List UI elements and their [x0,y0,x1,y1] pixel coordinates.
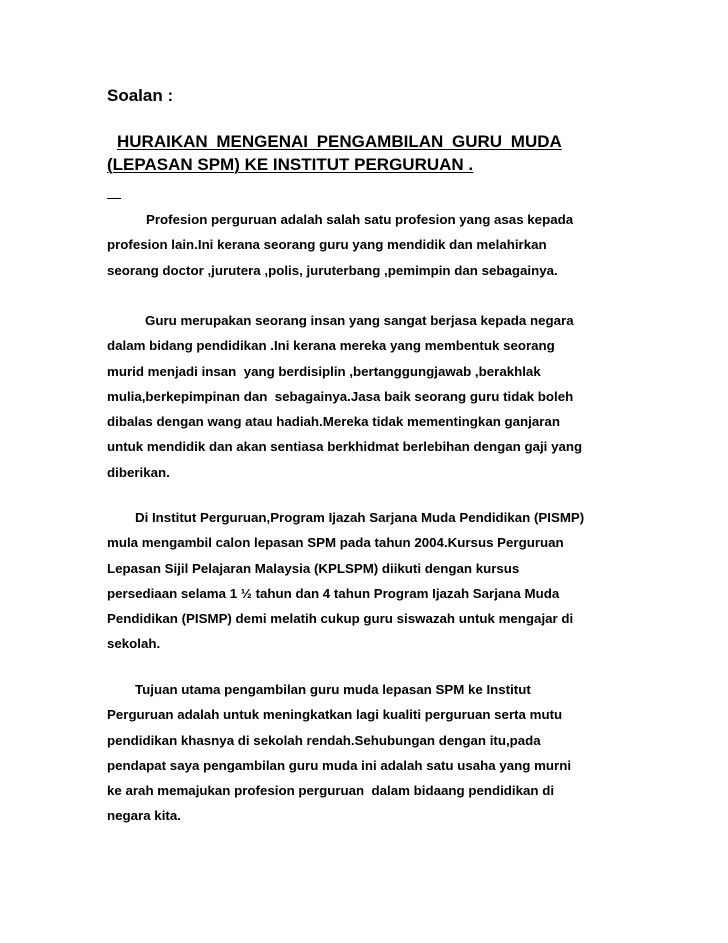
paragraph-line: Tujuan utama pengambilan guru muda lepasan SPM ke Institut [135,682,531,697]
paragraph-line: ke arah memajukan profesion perguruan dalam bidaang pendidikan di [107,783,555,799]
paragraph-line: profesion lain.Ini kerana seorang guru yang mendidik dan melahirkan [107,237,547,253]
essay-title [107,130,627,176]
paragraph-line: Guru merupakan seorang insan yang sangat berjasa kepada negara [145,313,574,328]
paragraph-line: Pendidikan (PISMP) demi melatih cukup guru siswazah untuk mengajar di [107,611,574,627]
essay-title-line-2: (LEPASAN SPM) KE INSTITUT PERGURUAN . [107,155,474,174]
paragraph-line: mula mengambil calon lepasan SPM pada tahun 2004.Kursus Perguruan [107,535,564,551]
paragraph-line: dalam bidang pendidikan .Ini kerana mereka yang membentuk seorang [107,338,555,354]
paragraph-line: Di Institut Perguruan,Program Ijazah Sarjana Muda Pendidikan (PISMP) [135,510,585,525]
paragraph-1 [107,207,621,283]
paragraph-line: negara kita. [107,808,181,824]
paragraph-line: pendapat saya pengambilan guru muda ini adalah satu usaha yang murni [107,757,572,773]
underline-mark [107,198,121,199]
question-label: Soalan : [107,86,174,105]
paragraph-line: pendidikan khasnya di sekolah rendah.Sehubungan dengan itu,pada [107,732,541,748]
paragraph-line: diberikan. [107,464,170,480]
paragraph-line: sekolah. [107,636,161,652]
paragraph-line: mulia,berkepimpinan dan sebagainya.Jasa baik seorang guru tidak boleh [107,388,574,404]
paragraph-line: murid menjadi insan yang berdisiplin ,bertanggungjawab ,berakhlak [107,363,541,379]
paragraph-line: seorang doctor ,jurutera ,polis, juruterbang ,pemimpin dan sebagainya. [107,262,558,278]
paragraph-3 [107,505,621,657]
paragraph-line: Profesion perguruan adalah salah satu profesion yang asas kepada [146,212,574,227]
essay-title-line-1: HURAIKAN MENGENAI PENGAMBILAN GURU MUDA [117,132,562,151]
paragraph-line: Perguruan adalah untuk meningkatkan lagi kualiti perguruan serta mutu [107,707,563,723]
paragraph-4 [107,677,621,829]
paragraph-line: Lepasan Sijil Pelajaran Malaysia (KPLSPM) diikuti dengan kursus [107,560,520,576]
paragraph-line: dibalas dengan wang atau hadiah.Mereka tidak mementingkan ganjaran [107,414,560,430]
paragraph-line: persediaan selama 1 ½ tahun dan 4 tahun Program Ijazah Sarjana Muda [107,585,560,601]
paragraph-line: untuk mendidik dan akan sentiasa berkhidmat berlebihan dengan gaji yang [107,439,583,455]
paragraph-2 [107,308,621,485]
